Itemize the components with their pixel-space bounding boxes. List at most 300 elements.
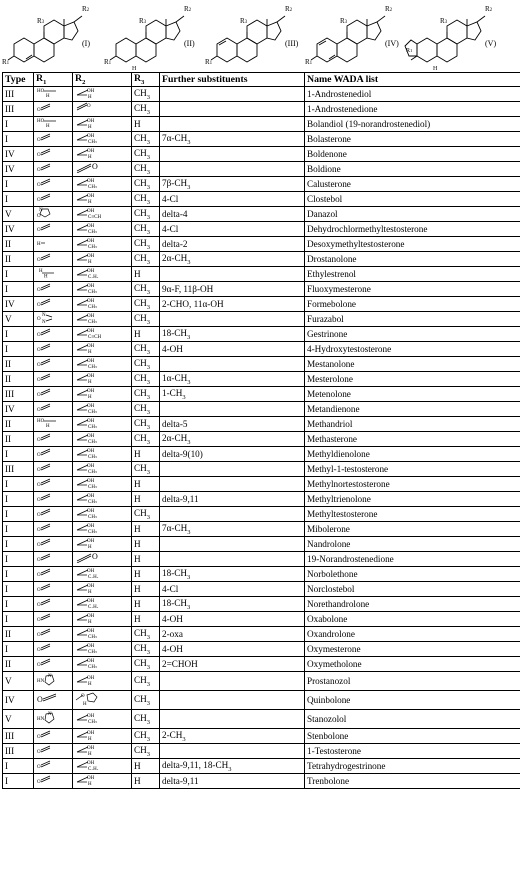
- compound-name-cell: Methyl-1-testosterone: [305, 462, 520, 477]
- svg-text:R2: R2: [285, 5, 293, 13]
- struct-r2-label: R3: [37, 17, 45, 25]
- further-substituents-cell: 4-OH: [160, 342, 305, 357]
- table-row: [3, 372, 520, 387]
- r3-cell: H: [132, 567, 160, 582]
- svg-text:CH: CH: [88, 185, 95, 188]
- svg-text:OH: OH: [87, 329, 95, 334]
- svg-text:CH: CH: [88, 290, 95, 293]
- further-substituents-cell: [160, 744, 305, 759]
- r1-cell: [34, 642, 73, 657]
- svg-text:OH: OH: [87, 419, 95, 424]
- svg-text:OH: OH: [87, 179, 95, 184]
- r3-cell: $CH_3$: [132, 87, 160, 102]
- r2-cell: [73, 192, 132, 207]
- r3-cell: $CH_3$: [132, 177, 160, 192]
- svg-text:O: O: [37, 633, 41, 638]
- svg-text:OH: OH: [87, 494, 95, 499]
- structure-III: [205, 5, 299, 66]
- svg-text:H: H: [88, 395, 92, 398]
- svg-text:H: H: [37, 242, 41, 247]
- r2-cell: [73, 597, 132, 612]
- svg-text:O: O: [37, 498, 41, 503]
- r3-cell: H: [132, 492, 160, 507]
- r3-cell: $CH_3$: [132, 192, 160, 207]
- r3-cell: $CH_3$: [132, 297, 160, 312]
- svg-text:3: 3: [95, 410, 97, 413]
- r3-cell: $CH_3$: [132, 282, 160, 297]
- table-row: [3, 612, 520, 627]
- r3-cell: $CH_3$: [132, 627, 160, 642]
- r2-cell: [73, 612, 132, 627]
- r1-cell: [34, 691, 73, 710]
- header-r3: $R_3$: [132, 73, 160, 87]
- r3-cell: $CH_3$: [132, 729, 160, 744]
- compound-name-cell: Methyldienolone: [305, 447, 520, 462]
- svg-text:R1: R1: [205, 58, 213, 66]
- further-substituents-cell: [160, 507, 305, 522]
- struct-id-label: (IV): [385, 39, 399, 48]
- svg-text:HO: HO: [37, 419, 45, 424]
- svg-text:O: O: [37, 438, 41, 443]
- r2-cell: [73, 710, 132, 729]
- further-substituents-cell: $7\beta-CH_3$: [160, 177, 305, 192]
- compound-name-cell: Formebolone: [305, 297, 520, 312]
- r3-cell: $CH_3$: [132, 744, 160, 759]
- table-row: [3, 691, 520, 710]
- svg-text:OH: OH: [87, 194, 95, 199]
- r3-cell: H: [132, 759, 160, 774]
- svg-text:OH: OH: [87, 344, 95, 349]
- r1-cell: [34, 207, 73, 222]
- svg-text:O: O: [37, 695, 43, 704]
- svg-text:3: 3: [95, 290, 97, 293]
- compound-name-cell: Methylnortestosterone: [305, 477, 520, 492]
- table-row: [3, 297, 520, 312]
- r3-cell: $CH_3$: [132, 132, 160, 147]
- svg-text:3: 3: [95, 320, 97, 323]
- r3-cell: H: [132, 267, 160, 282]
- table-row: [3, 327, 520, 342]
- r1-cell: [34, 162, 73, 177]
- svg-text:O: O: [37, 588, 41, 593]
- further-substituents-cell: delta-2: [160, 237, 305, 252]
- svg-text:OH: OH: [87, 224, 95, 229]
- svg-text:CH: CH: [88, 305, 95, 308]
- svg-text:3: 3: [95, 485, 97, 488]
- svg-text:H: H: [88, 155, 92, 158]
- svg-text:3: 3: [95, 230, 97, 233]
- table-row: [3, 729, 520, 744]
- r3-cell: $CH_3$: [132, 710, 160, 729]
- r3-cell: H: [132, 327, 160, 342]
- r2-cell: [73, 774, 132, 789]
- r2-cell: [73, 477, 132, 492]
- r1-cell: [34, 552, 73, 567]
- svg-text:OH: OH: [87, 239, 95, 244]
- table-header-row: [3, 73, 520, 87]
- r1-cell: [34, 102, 73, 117]
- svg-text:OH: OH: [87, 284, 95, 289]
- compound-name-cell: Fluoxymesterone: [305, 282, 520, 297]
- r3-cell: H: [132, 537, 160, 552]
- svg-text:OH: OH: [87, 374, 95, 379]
- svg-text:CH: CH: [88, 230, 95, 233]
- further-substituents-cell: [160, 552, 305, 567]
- table-row: [3, 117, 520, 132]
- type-cell: I: [3, 774, 34, 789]
- table-row: [3, 507, 520, 522]
- r2-cell: [73, 582, 132, 597]
- further-substituents-cell: delta-9,11: [160, 492, 305, 507]
- svg-text:O: O: [37, 543, 41, 548]
- svg-text:OH: OH: [87, 404, 95, 409]
- r1-cell: [34, 432, 73, 447]
- type-cell: I: [3, 132, 34, 147]
- steroid-structures-figure: [0, 0, 520, 72]
- compound-name-cell: Methyltestosterone: [305, 507, 520, 522]
- svg-text:R2: R2: [184, 5, 192, 13]
- svg-text:N: N: [42, 320, 46, 323]
- further-substituents-cell: $2\alpha-CH_3$: [160, 252, 305, 267]
- svg-text:3: 3: [95, 720, 97, 723]
- table-row: [3, 477, 520, 492]
- svg-text:O: O: [37, 750, 41, 755]
- r1-cell: [34, 327, 73, 342]
- svg-text:OH: OH: [87, 149, 95, 154]
- svg-text:OH: OH: [87, 614, 95, 619]
- r3-cell: $CH_3$: [132, 372, 160, 387]
- svg-text:H: H: [46, 124, 50, 128]
- svg-text:OH: OH: [87, 269, 95, 274]
- r1-cell: [34, 627, 73, 642]
- svg-text:CH: CH: [88, 650, 95, 653]
- further-substituents-cell: $18-CH_3$: [160, 597, 305, 612]
- svg-text:H: H: [88, 200, 92, 203]
- type-cell: II: [3, 372, 34, 387]
- svg-text:3: 3: [95, 470, 97, 473]
- svg-text:3: 3: [95, 305, 97, 308]
- r2-cell: [73, 402, 132, 417]
- further-substituents-cell: $1-CH_3$: [160, 387, 305, 402]
- struct-id-label: (I): [82, 39, 90, 48]
- compound-name-cell: Norbolethone: [305, 567, 520, 582]
- svg-text:3: 3: [95, 515, 97, 518]
- svg-text:O: O: [81, 694, 85, 699]
- compound-name-cell: Bolasterone: [305, 132, 520, 147]
- compound-name-cell: Gestrinone: [305, 327, 520, 342]
- r1-cell: [34, 582, 73, 597]
- svg-text:O: O: [37, 468, 41, 473]
- svg-text:R3: R3: [440, 17, 448, 25]
- svg-text:H: H: [46, 94, 50, 98]
- r1-cell: [34, 447, 73, 462]
- further-substituents-cell: delta-9,11: [160, 774, 305, 789]
- svg-text:3: 3: [95, 245, 97, 248]
- table-row: [3, 192, 520, 207]
- r1-cell: [34, 177, 73, 192]
- svg-text:OH: OH: [87, 776, 95, 781]
- type-cell: IV: [3, 162, 34, 177]
- svg-text:O: O: [37, 183, 41, 188]
- compound-name-cell: 19-Norandrostenedione: [305, 552, 520, 567]
- further-substituents-cell: [160, 147, 305, 162]
- svg-text:R2: R2: [485, 5, 493, 13]
- r3-cell: $CH_3$: [132, 237, 160, 252]
- r3-cell: $CH_3$: [132, 402, 160, 417]
- svg-text:C≡CH: C≡CH: [88, 335, 102, 338]
- r1-cell: [34, 372, 73, 387]
- compound-name-cell: Boldenone: [305, 147, 520, 162]
- compound-name-cell: Stanozolol: [305, 710, 520, 729]
- svg-text:O: O: [37, 573, 41, 578]
- svg-text:O: O: [37, 603, 41, 608]
- further-substituents-cell: [160, 312, 305, 327]
- r2-cell: [73, 282, 132, 297]
- svg-text:OH: OH: [87, 389, 95, 394]
- table-row: [3, 132, 520, 147]
- svg-text:CH: CH: [88, 365, 95, 368]
- r3-cell: $CH_3$: [132, 342, 160, 357]
- compound-name-cell: Oxandrolone: [305, 627, 520, 642]
- svg-text:OH: OH: [87, 89, 95, 94]
- svg-text:CH: CH: [88, 665, 95, 668]
- type-cell: V: [3, 672, 34, 691]
- type-cell: I: [3, 612, 34, 627]
- type-cell: V: [3, 207, 34, 222]
- svg-text:O: O: [37, 198, 41, 203]
- r3-cell: H: [132, 522, 160, 537]
- table-row: [3, 672, 520, 691]
- compound-name-cell: Bolandiol (19-norandrostenediol): [305, 117, 520, 132]
- svg-text:O: O: [37, 214, 41, 218]
- svg-text:H: H: [88, 350, 92, 353]
- compound-name-cell: Oxymesterone: [305, 642, 520, 657]
- svg-text:H: H: [433, 66, 438, 72]
- svg-text:O: O: [37, 363, 41, 368]
- r3-cell: $CH_3$: [132, 657, 160, 672]
- r2-cell: [73, 297, 132, 312]
- further-substituents-cell: 2-CHO, 11α-OH: [160, 297, 305, 312]
- r1-cell: [34, 612, 73, 627]
- svg-text:OH: OH: [87, 599, 95, 604]
- table-row: [3, 627, 520, 642]
- compound-name-cell: 1-Androstenediol: [305, 87, 520, 102]
- svg-text:3: 3: [95, 140, 97, 143]
- r1-cell: [34, 192, 73, 207]
- svg-text:O: O: [37, 648, 41, 653]
- compound-name-cell: Clostebol: [305, 192, 520, 207]
- svg-text:O: O: [37, 513, 41, 518]
- r1-cell: [34, 567, 73, 582]
- r1-cell: [34, 657, 73, 672]
- type-cell: IV: [3, 402, 34, 417]
- svg-text:H: H: [83, 702, 87, 706]
- compound-name-cell: Tetrahydrogestrinone: [305, 759, 520, 774]
- type-cell: I: [3, 552, 34, 567]
- type-cell: I: [3, 642, 34, 657]
- r2-cell: [73, 357, 132, 372]
- svg-text:H: H: [88, 620, 92, 623]
- r1-cell: [34, 462, 73, 477]
- r2-cell: [73, 252, 132, 267]
- r1-cell: [34, 672, 73, 691]
- further-substituents-cell: [160, 102, 305, 117]
- further-substituents-cell: 2=CHOH: [160, 657, 305, 672]
- svg-text:N: N: [48, 674, 52, 679]
- svg-text:CH: CH: [88, 410, 95, 413]
- svg-text:OH: OH: [87, 359, 95, 364]
- compound-name-cell: 1-Testosterone: [305, 744, 520, 759]
- r1-cell: [34, 252, 73, 267]
- compound-name-cell: Boldione: [305, 162, 520, 177]
- svg-text:C₂H₅: C₂H₅: [88, 767, 99, 770]
- svg-text:O: O: [37, 303, 41, 308]
- svg-text:CH: CH: [88, 500, 95, 503]
- r1-cell: [34, 492, 73, 507]
- r2-cell: [73, 417, 132, 432]
- header-type: Type: [3, 73, 34, 87]
- r1-cell: [34, 507, 73, 522]
- r2-cell: [73, 132, 132, 147]
- svg-text:C₂H₅: C₂H₅: [88, 275, 99, 278]
- type-cell: IV: [3, 222, 34, 237]
- svg-text:O: O: [37, 258, 41, 263]
- svg-text:OH: OH: [87, 464, 95, 469]
- type-cell: II: [3, 252, 34, 267]
- table-row: [3, 657, 520, 672]
- type-cell: V: [3, 710, 34, 729]
- svg-text:O: O: [37, 618, 41, 623]
- svg-text:OH: OH: [87, 761, 95, 766]
- svg-text:O: O: [37, 333, 41, 338]
- table-row: [3, 267, 520, 282]
- further-substituents-cell: [160, 672, 305, 691]
- svg-text:N: N: [39, 208, 43, 213]
- svg-text:H: H: [88, 737, 92, 740]
- r2-cell: [73, 447, 132, 462]
- r1-cell: [34, 477, 73, 492]
- compound-name-cell: Oxabolone: [305, 612, 520, 627]
- r2-cell: [73, 432, 132, 447]
- r1-cell: [34, 744, 73, 759]
- type-cell: I: [3, 492, 34, 507]
- further-substituents-cell: [160, 462, 305, 477]
- r2-cell: [73, 147, 132, 162]
- wada-steroid-table: [2, 72, 520, 789]
- r2-cell: [73, 552, 132, 567]
- r1-cell: [34, 402, 73, 417]
- compound-name-cell: Drostanolone: [305, 252, 520, 267]
- type-cell: III: [3, 744, 34, 759]
- svg-text:O: O: [87, 104, 91, 109]
- struct-id-label: (V): [485, 39, 497, 48]
- table-row: [3, 492, 520, 507]
- r3-cell: $CH_3$: [132, 147, 160, 162]
- r3-cell: $CH_3$: [132, 691, 160, 710]
- r2-cell: [73, 627, 132, 642]
- further-substituents-cell: $18-CH_3$: [160, 567, 305, 582]
- r3-cell: H: [132, 477, 160, 492]
- r1-cell: [34, 297, 73, 312]
- r3-cell: $CH_3$: [132, 222, 160, 237]
- r2-cell: [73, 177, 132, 192]
- svg-text:C≡CH: C≡CH: [88, 215, 102, 218]
- further-substituents-cell: 2-oxa: [160, 627, 305, 642]
- svg-text:O: O: [37, 153, 41, 158]
- svg-text:O: O: [37, 138, 41, 143]
- further-substituents-cell: $2-CH_3$: [160, 729, 305, 744]
- r1-cell: [34, 267, 73, 282]
- table-row: [3, 102, 520, 117]
- r2-cell: [73, 162, 132, 177]
- r2-cell: [73, 102, 132, 117]
- r3-cell: $CH_3$: [132, 102, 160, 117]
- svg-text:H: H: [132, 66, 137, 72]
- r1-cell: [34, 237, 73, 252]
- type-cell: I: [3, 117, 34, 132]
- r2-cell: [73, 522, 132, 537]
- svg-text:3: 3: [95, 440, 97, 443]
- svg-text:O: O: [37, 168, 41, 173]
- r1-cell: [34, 132, 73, 147]
- r2-cell: [73, 642, 132, 657]
- svg-text:O: O: [37, 765, 41, 770]
- svg-text:O: O: [37, 780, 41, 785]
- further-substituents-cell: $7\alpha-CH_3$: [160, 132, 305, 147]
- svg-text:OH: OH: [87, 299, 95, 304]
- svg-text:H: H: [39, 269, 43, 274]
- compound-name-cell: Dehydrochlormethyltestosterone: [305, 222, 520, 237]
- further-substituents-cell: 4-Cl: [160, 222, 305, 237]
- svg-text:3: 3: [95, 185, 97, 188]
- r1-cell: [34, 537, 73, 552]
- compound-name-cell: Danazol: [305, 207, 520, 222]
- compound-name-cell: Calusterone: [305, 177, 520, 192]
- svg-text:O: O: [37, 348, 41, 353]
- svg-text:OH: OH: [87, 209, 95, 214]
- svg-text:R3: R3: [340, 17, 348, 25]
- r2-cell: [73, 207, 132, 222]
- svg-text:OH: OH: [87, 434, 95, 439]
- r1-cell: [34, 117, 73, 132]
- svg-text:H: H: [88, 380, 92, 383]
- svg-text:CH: CH: [88, 635, 95, 638]
- r2-cell: [73, 537, 132, 552]
- r1-cell: [34, 282, 73, 297]
- svg-text:CH: CH: [88, 440, 95, 443]
- header-r2: $R_2$: [73, 73, 132, 87]
- svg-text:O: O: [37, 558, 41, 563]
- further-substituents-cell: 4-OH: [160, 612, 305, 627]
- struct-r-label: R2: [82, 5, 90, 13]
- table-row: [3, 237, 520, 252]
- r2-cell: [73, 729, 132, 744]
- type-cell: V: [3, 312, 34, 327]
- svg-text:OH: OH: [87, 629, 95, 634]
- type-cell: III: [3, 462, 34, 477]
- further-substituents-cell: $7\alpha-CH_3$: [160, 522, 305, 537]
- compound-name-cell: Desoxymethyltestosterone: [305, 237, 520, 252]
- r1-cell: [34, 342, 73, 357]
- r2-cell: [73, 267, 132, 282]
- structure-I: [2, 5, 90, 66]
- svg-text:3: 3: [95, 425, 97, 428]
- svg-text:OH: OH: [87, 731, 95, 736]
- table-row: [3, 744, 520, 759]
- struct-r1-label: R1: [2, 58, 10, 66]
- svg-text:O: O: [37, 663, 41, 668]
- compound-name-cell: Mesterolone: [305, 372, 520, 387]
